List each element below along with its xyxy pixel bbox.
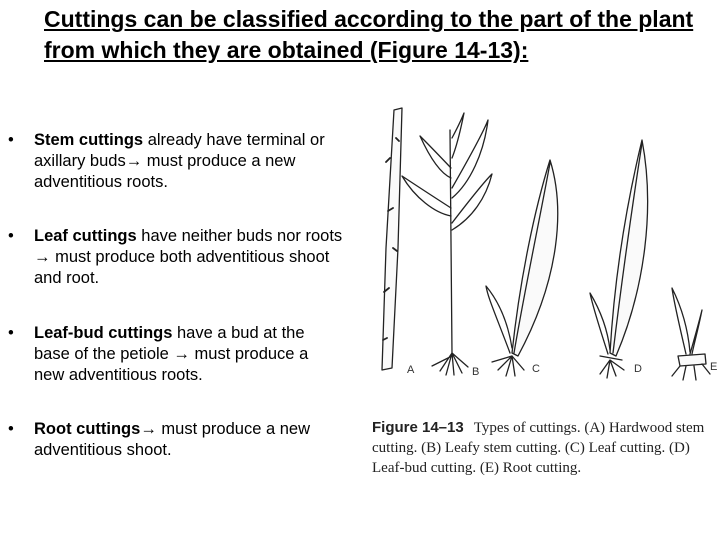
bullet-text: have neither buds nor roots → must produce both adventitious shoot and root. <box>34 227 343 287</box>
leafy-stem-cutting <box>402 113 492 375</box>
figure-label-b: B <box>472 366 480 378</box>
root-cutting <box>672 288 710 380</box>
bullet-dot-icon: • <box>8 324 14 342</box>
figure-caption <box>372 418 717 478</box>
bullet-dot-icon: • <box>8 227 14 245</box>
leaf-cutting <box>486 160 558 376</box>
figure-caption-text: Types of cuttings. (A) Hardwood stem cutting. (B) Leafy stem cutting. (C) Leaf cutting. (D) Leaf-bud cutting. (E) Root cutting. <box>372 420 705 476</box>
figure-label-a: A <box>407 364 415 376</box>
bullet-term: Stem cuttings <box>34 131 144 149</box>
figure-label-d: D <box>634 363 642 375</box>
bullet-term: Leaf-bud cuttings <box>34 324 173 342</box>
bullet-term: Leaf cuttings <box>34 227 137 245</box>
bullet-text: already have terminal or axillary buds→ must produce a new adventitious roots. <box>34 131 325 191</box>
bullet-leaf-cuttings <box>8 226 343 289</box>
bullet-text: → must produce a new adventitious shoot. <box>34 420 310 459</box>
bullet-root-cuttings <box>8 419 343 461</box>
figure-label-e: E <box>710 361 718 373</box>
cuttings-illustration <box>360 98 720 383</box>
bullet-leaf-bud-cuttings <box>8 323 343 386</box>
slide-title: Cuttings can be classified according to the part of the plant from which they are obtained (Figure 14-13): <box>44 6 694 63</box>
bullet-term: Root cuttings <box>34 420 141 438</box>
figure-label-c: C <box>532 363 540 375</box>
figure-number: Figure 14–13 <box>372 419 464 436</box>
bullet-stem-cuttings <box>8 130 343 193</box>
bullet-text: have a bud at the base of the petiole → must produce a new adventitious roots. <box>34 324 309 384</box>
bullet-dot-icon: • <box>8 420 14 438</box>
bullet-dot-icon: • <box>8 131 14 149</box>
leaf-bud-cutting <box>590 140 648 378</box>
hardwood-stem-cutting <box>382 108 402 370</box>
